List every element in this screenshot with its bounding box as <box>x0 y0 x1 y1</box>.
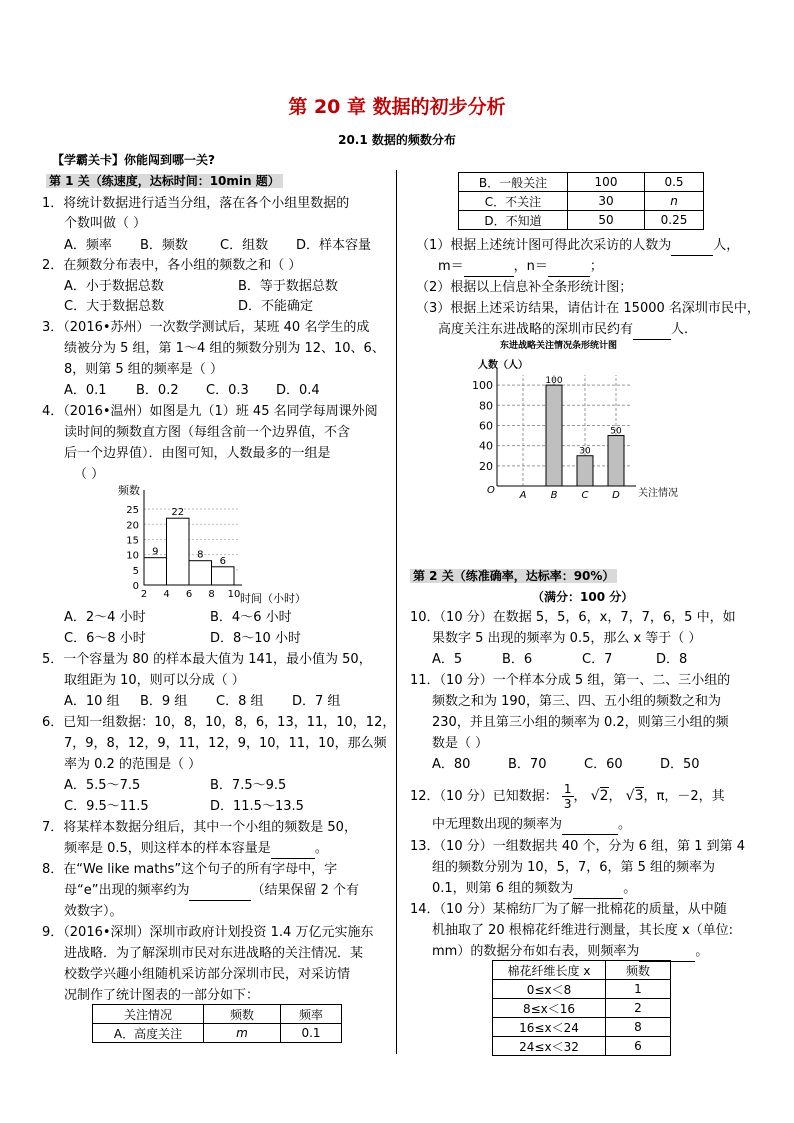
q2-option-a: A．小于数据总数 <box>64 279 164 294</box>
table-cell: 0≤x＜8 <box>493 980 606 999</box>
q6-option-a: A．5.5～7.5 <box>64 778 141 793</box>
bar-category-label: A <box>519 490 527 501</box>
q9-n-blank[interactable] <box>548 261 590 277</box>
q9-part1-line2: m＝ ，n＝ ； <box>438 257 603 277</box>
q3-line1: 3．（2016•苏州）一次数学测试后，某班 40 名学生的成 <box>42 320 370 335</box>
bar-rect <box>608 436 624 486</box>
bar-ytick-label: 80 <box>479 399 493 413</box>
q3-option-c: C．0.3 <box>206 383 249 398</box>
column-divider <box>396 170 397 1054</box>
q3-line3: 8，则第 5 组的频率是（ ） <box>64 362 223 377</box>
table-cell: n <box>645 192 704 211</box>
q1-option-a: A．频率 <box>64 238 112 253</box>
hist-xtick-label: 10 <box>227 589 241 600</box>
bar-value-label: 50 <box>610 426 622 437</box>
level-1-header: 第 1 关（练速度，达标时间：10min 题） <box>46 172 283 192</box>
q14-line2: 机抽取了 20 根棉花纤维进行测量，其长度 x（单位: <box>432 923 734 938</box>
q4-line2: 读时间的频数直方图（每组含前一个边界值，不含 <box>64 425 351 440</box>
hist-xlabel: 时间（小时） <box>240 592 306 605</box>
table-cell: 2 <box>606 999 671 1018</box>
q6-line2: 7，9，8，12，9，11，12，9，10，11，10，那么频 <box>64 736 387 751</box>
table-cell: 50 <box>568 211 645 230</box>
q8-answer-blank[interactable] <box>189 885 251 901</box>
q5-line2: 取组距为 10，则可以分成（ ） <box>64 673 245 688</box>
q12-line1: 12．（10 分）已知数据： $\frac{1}{3}$ ， √2， √3，π，－2，其 <box>410 782 725 811</box>
q10-option-a: A．5 <box>432 652 463 667</box>
hist-bar-label: 22 <box>171 507 185 519</box>
q11-option-d: D．50 <box>660 757 700 772</box>
q4-option-c: C．6～8 小时 <box>64 631 146 646</box>
q12-answer-blank[interactable] <box>562 819 618 835</box>
q4-option-d: D．8～10 小时 <box>210 631 301 646</box>
q3-option-d: D．0.4 <box>276 383 320 398</box>
hist-ytick-label: 25 <box>126 505 139 517</box>
q3-option-a: A．0.1 <box>64 383 107 398</box>
hist-ytick-label: 0 <box>132 581 139 592</box>
table-cell: D．不知道 <box>459 211 568 230</box>
hist-xtick-label: 2 <box>140 589 148 600</box>
q13-answer-blank[interactable] <box>573 883 623 899</box>
q4-line1: 4．（2016•温州）如图是九（1）班 45 名同学每周课外阅 <box>42 404 378 419</box>
table-header-cell: 关注情况 <box>93 1005 204 1024</box>
table-cell: 8 <box>606 1018 671 1037</box>
q3-option-b: B．0.2 <box>136 383 179 398</box>
table-cell: m <box>204 1024 281 1043</box>
q11-line4: 数是（ ） <box>432 736 489 751</box>
q5-line1: 5．一个容量为 80 的样本最大值为 141，最小值为 50， <box>42 652 372 667</box>
bar-value-label: 30 <box>579 446 591 457</box>
q4-line3: 后一个边界值）．由图可知，人数最多的一组是 <box>64 446 331 461</box>
q11-line2: 频数之和为 190，第三、四、五小组的频数之和为 <box>432 694 721 709</box>
table-cell: 0.1 <box>281 1024 342 1043</box>
q9-part1-line1: （1）根据上述统计图可得此次采访的人数为 人， <box>416 236 739 256</box>
q8-line3: 效数字）。 <box>64 904 123 919</box>
q4-option-b: B．4～6 小时 <box>210 610 292 625</box>
hist-ytick-label: 5 <box>132 565 139 577</box>
q5-option-d: D．7 组 <box>292 694 341 709</box>
bar-value-label: 100 <box>545 376 563 387</box>
q9-total-blank[interactable] <box>671 240 713 256</box>
q5-option-c: C．8 组 <box>216 694 264 709</box>
q10-option-c: C．7 <box>582 652 613 667</box>
table-cell: 24≤x＜32 <box>493 1037 606 1056</box>
q11-option-b: B．70 <box>508 757 547 772</box>
q9-table-part2 <box>458 172 704 230</box>
q9-part3-line2: 高度关注东进战略的深圳市民约有 人． <box>438 320 697 340</box>
q6-option-c: C．9.5～11.5 <box>64 799 149 814</box>
bar-ytick-label: 60 <box>479 419 493 433</box>
q9-part3-line1: （3）根据上述采访结果，请估计在 15000 名深圳市民中， <box>416 301 760 316</box>
table-header-cell: 频数 <box>606 961 671 980</box>
bar-rect <box>577 456 593 486</box>
table-cell: A．高度关注 <box>93 1024 204 1043</box>
table-cell: B．一般关注 <box>459 173 568 192</box>
hist-ytick-label: 15 <box>126 535 139 547</box>
full-score: （满分：100 分） <box>532 590 634 604</box>
hist-bar <box>167 518 190 585</box>
q4-line4: （ ） <box>74 467 105 482</box>
bar-origin-label: O <box>487 485 495 496</box>
hist-bar-label: 8 <box>197 549 204 561</box>
q1-option-c: C．组数 <box>220 238 269 253</box>
q1-option-b: B．频数 <box>140 238 188 253</box>
q14-line1: 14．（10 分）某棉纺厂为了解一批棉花的质量，从中随 <box>410 902 727 917</box>
table-cell: 6 <box>606 1037 671 1056</box>
q2-option-c: C．大于数据总数 <box>64 299 165 314</box>
q7-answer-blank[interactable] <box>271 843 315 859</box>
q11-line1: 11．（10 分）一个样本分成 5 组，第一、二、三小组的 <box>410 673 731 688</box>
bar-chart <box>470 338 690 506</box>
q8-line2: 母“e”出现的频率约为 （结果保留 2 个有 <box>64 881 359 901</box>
hist-bar <box>189 561 212 585</box>
q9-line4: 况制作了统计图表的一部分如下： <box>64 988 260 1003</box>
q1-line2: 个数叫做（ ） <box>64 216 147 231</box>
q7-line2: 频率是 0.5，则这样本的样本容量是 。 <box>64 839 328 859</box>
table-cell: 0.25 <box>645 211 704 230</box>
histogram-chart <box>110 482 310 608</box>
q4-option-a: A．2～4 小时 <box>64 610 146 625</box>
bar-xlabel: 关注情况 <box>638 488 678 499</box>
table-cell: 16≤x＜24 <box>493 1018 606 1037</box>
q11-line3: 230，并且第三小组的频率为 0.2，则第三小组的频 <box>432 715 729 730</box>
table-cell: 0.5 <box>645 173 704 192</box>
table-cell: C．不关注 <box>459 192 568 211</box>
q2-option-d: D．不能确定 <box>238 299 314 314</box>
table-header-cell: 棉花纤维长度 x <box>493 961 606 980</box>
fraction-one-third: $\frac{1}{3}$ <box>563 782 572 811</box>
q6-line1: 6．已知一组数据：10，8，10，8，6，13，11，10，12， <box>42 715 396 730</box>
q11-option-c: C．60 <box>584 757 623 772</box>
q9-m-blank[interactable] <box>464 261 514 277</box>
hist-bar <box>212 567 235 585</box>
hist-bar <box>144 558 167 585</box>
q5-option-a: A．10 组 <box>64 694 120 709</box>
bar-category-label: B <box>550 490 558 501</box>
bar-ytick-label: 20 <box>479 459 493 473</box>
hist-ylabel: 频数 <box>118 484 140 497</box>
page-title: 第 20 章 数据的初步分析 <box>288 96 506 118</box>
q6-option-b: B．7.5～9.5 <box>210 778 287 793</box>
hist-xtick-label: 4 <box>163 589 170 600</box>
bar-ytick-label: 40 <box>479 439 493 453</box>
level-2-header: 第 2 关（练准确率，达标率：90%） <box>410 567 617 587</box>
q6-line3: 率为 0.2 的范围是（ ） <box>64 757 202 772</box>
table-cell: 100 <box>568 173 645 192</box>
q9-line3: 校数学兴趣小组随机采访部分深圳市民，对采访情 <box>64 967 351 982</box>
q9-line2: 进战略．为了解深圳市民对东进战略的关注情况．某 <box>64 946 364 961</box>
bar-ytick-label: 100 <box>472 379 493 393</box>
q9-part2: （2）根据以上信息补全条形统计图； <box>416 280 633 295</box>
q1-line1: 1．将统计数据进行适当分组，落在各个小组里数据的 <box>42 196 350 211</box>
table-header-cell: 频率 <box>281 1005 342 1024</box>
q13-line1: 13．（10 分）一组数据共 40 个，分为 6 组，第 1 到第 4 <box>410 839 745 854</box>
q2-option-b: B．等于数据总数 <box>238 279 338 294</box>
bar-chart-title: 东进战略关注情况条形统计图 <box>500 341 618 351</box>
q13-line2: 组的频数分别为 10，5，7，6，第 5 组的频率为 <box>432 860 716 875</box>
table-cell: 30 <box>568 192 645 211</box>
hist-xtick-label: 8 <box>208 589 215 600</box>
q7-line1: 7．将某样本数据分组后，其中一个小组的频数是 50， <box>42 820 357 835</box>
q12-line2: 中无理数出现的频率为 。 <box>432 815 631 835</box>
table-cell: 1 <box>606 980 671 999</box>
bar-ylabel: 人数（人） <box>478 360 528 371</box>
sqrt-3: √3 <box>625 788 644 804</box>
q9-table-part1 <box>92 1004 342 1043</box>
q1-option-d: D．样本容量 <box>296 238 372 253</box>
q10-line1: 10．（10 分）在数据 5，5，6，x，7，7，6，5 中，如 <box>410 610 736 625</box>
q13-line3: 0.1，则第 6 组的频数为 。 <box>432 879 636 899</box>
section-subtitle: 20.1 数据的频数分布 <box>338 133 456 147</box>
q8-line1: 8．在“We like maths”这个句子的所有字母中，字 <box>42 862 338 877</box>
q10-option-b: B．6 <box>502 652 533 667</box>
intro-text: 【学霸关卡】你能闯到哪一关? <box>52 153 215 167</box>
bar-category-label: C <box>581 490 589 501</box>
hist-bar-label: 6 <box>219 555 226 567</box>
table-cell: 8≤x＜16 <box>493 999 606 1018</box>
hist-ytick-label: 20 <box>126 520 139 532</box>
q14-line3: mm）的数据分布如右表，则频率为 。 <box>432 942 708 962</box>
q2-stem: 2．在频数分布表中，各小组的频数之和（ ） <box>42 258 302 273</box>
hist-ytick-label: 10 <box>126 550 139 562</box>
q10-line2: 果数字 5 出现的频率为 0.5，那么 x 等于（ ） <box>432 631 702 646</box>
q14-table <box>492 960 671 1056</box>
bar-rect <box>546 385 562 486</box>
hist-bar-label: 9 <box>152 546 159 558</box>
q6-option-d: D．11.5～13.5 <box>210 799 304 814</box>
q9-line1: 9．（2016•深圳）深圳市政府计划投资 1.4 万亿元实施东 <box>42 925 374 940</box>
q10-option-d: D．8 <box>656 652 688 667</box>
bar-category-label: D <box>612 490 620 501</box>
q5-option-b: B．9 组 <box>140 694 188 709</box>
table-header-cell: 频数 <box>204 1005 281 1024</box>
q3-line2: 绩被分为 5 组，第 1～4 组的频数分别为 12、10、6、 <box>64 341 385 356</box>
hist-xtick-label: 6 <box>185 589 193 600</box>
sqrt-2: √2 <box>590 788 609 804</box>
q11-option-a: A．80 <box>432 757 471 772</box>
